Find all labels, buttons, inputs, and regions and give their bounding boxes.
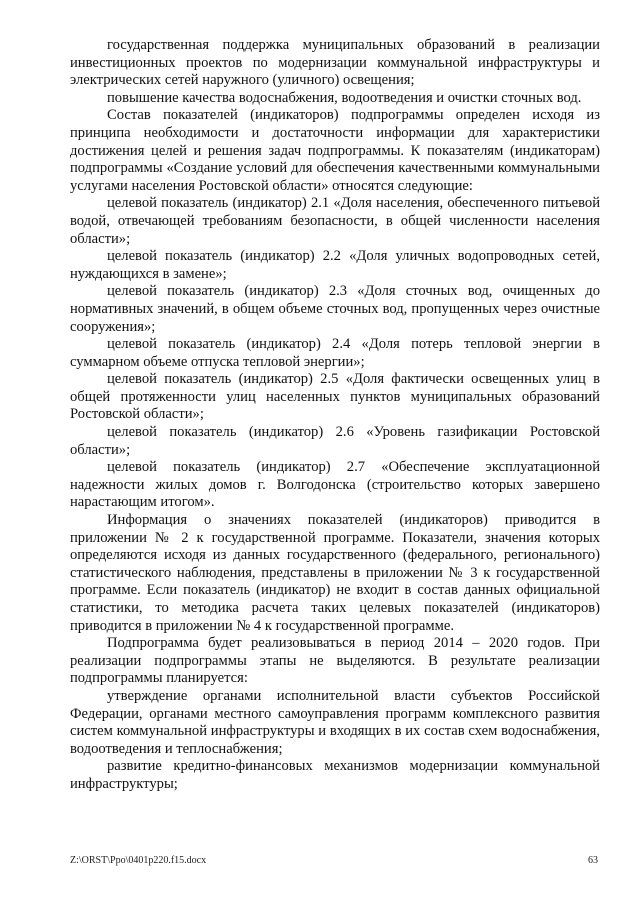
footer-file-path: Z:\ORST\Ppo\0401p220.f15.docx: [70, 855, 207, 866]
paragraph-indicator-2-5: целевой показатель (индикатор) 2.5 «Доля фактически освещенных улиц в общей протяженности улиц населенных пунктов муниципальных образований Ростовской области»;: [70, 371, 600, 423]
paragraph-indicator-2-6: целевой показатель (индикатор) 2.6 «Уровень газификации Ростовской области»;: [70, 424, 600, 458]
paragraph-approval-programs: утверждение органами исполнительной власти субъектов Российской Федерации, органами местного самоуправления программ комплексного развития систем коммунальной инфраструктуры и входящих в их состав схем водоснабжения, водоотведения и теплоснабжения;: [70, 687, 600, 757]
paragraph-indicator-values-info: Информация о значениях показателей (индикаторов) приводится в приложении № 2 к государственной программе. Показатели, значения которых определяются исходя из данных государственного (федерального, регионального) статистического наблюдения, представлены в приложении № 3 к государственной программе. Если показатель (индикатор) не входит в состав данных официальной статистики, то методика расчета таких целевых показателей (индикаторов) приводится в приложении № 4 к государственной программе.: [70, 512, 600, 634]
footer-page-number: 63: [588, 855, 598, 866]
paragraph-indicator-2-7: целевой показатель (индикатор) 2.7 «Обеспечение эксплуатационной надежности жилых домов г. Волгодонска (строительство которых завершено нарастающим итогом».: [70, 459, 600, 511]
paragraph-indicator-2-4: целевой показатель (индикатор) 2.4 «Доля потерь тепловой энергии в суммарном объеме отпуска тепловой энергии»;: [70, 336, 600, 370]
paragraph-water-quality: повышение качества водоснабжения, водоотведения и очистки сточных вод.: [107, 89, 582, 106]
paragraph-state-support: государственная поддержка муниципальных образований в реализации инвестиционных проектов по модернизации коммунальной инфраструктуры и электрических сетей наружного (уличного) освещения;: [70, 37, 600, 89]
paragraph-indicator-2-1: целевой показатель (индикатор) 2.1 «Доля населения, обеспеченного питьевой водой, отвечающей требованиям безопасности, в общей численности населения области»;: [70, 195, 600, 247]
paragraph-indicator-2-2: целевой показатель (индикатор) 2.2 «Доля уличных водопроводных сетей, нуждающихся в замене»;: [70, 248, 600, 282]
paragraph-implementation-period: Подпрограмма будет реализовываться в период 2014 – 2020 годов. При реализации подпрограммы этапы не выделяются. В результате реализации подпрограммы планируется:: [70, 635, 600, 687]
paragraph-indicators-composition: Состав показателей (индикаторов) подпрограммы определен исходя из принципа необходимости и достаточности информации для характеристики достижения целей и решения задач подпрограммы. К показателям (индикаторам) подпрограммы «Создание условий для обеспечения качественными коммунальными услугами населения Ростовской области» относятся следующие:: [70, 107, 600, 194]
document-body: [70, 37, 600, 794]
paragraph-indicator-2-3: целевой показатель (индикатор) 2.3 «Доля сточных вод, очищенных до нормативных значений, в общем объеме сточных вод, пропущенных через очистные сооружения»;: [70, 283, 600, 335]
paragraph-credit-mechanisms: развитие кредитно-финансовых механизмов модернизации коммунальной инфраструктуры;: [70, 758, 600, 792]
